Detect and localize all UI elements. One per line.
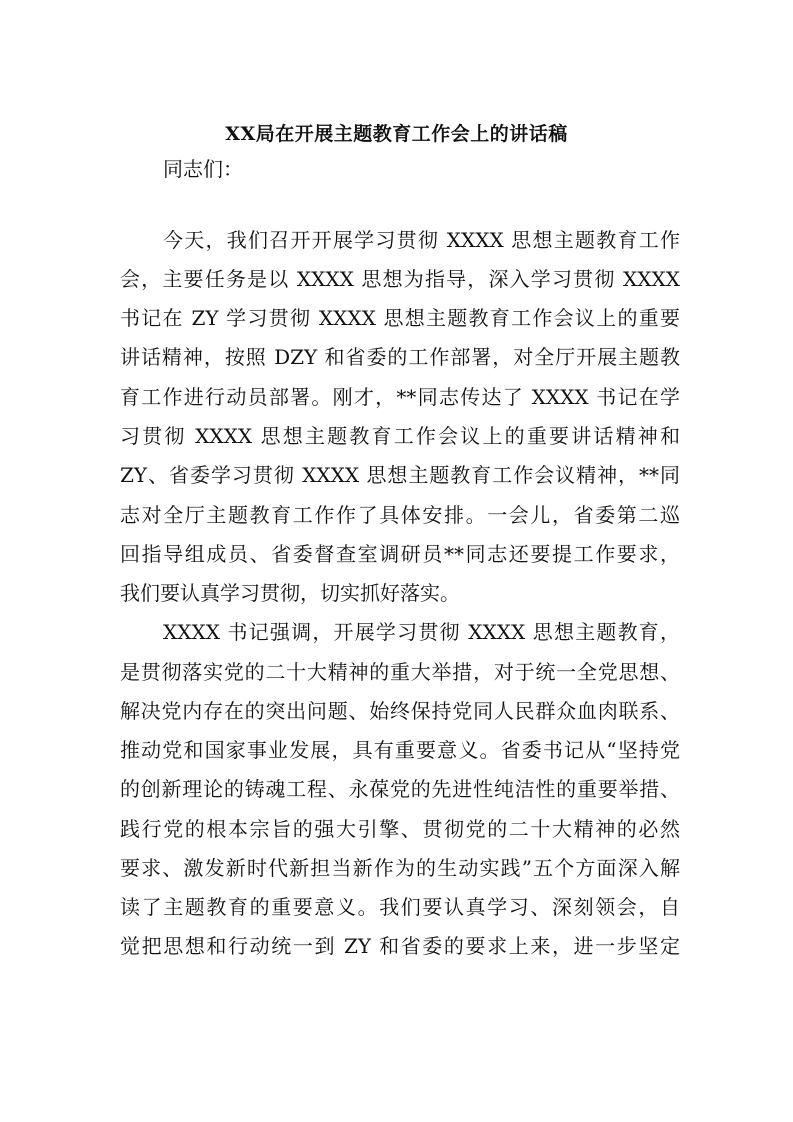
paragraph-1-line-7: ZY、省委学习贯彻 XXXX 思想主题教育工作会议精神，**同	[120, 463, 680, 487]
paragraph-1-line-1: 今天，我们召开开展学习贯彻 XXXX 思想主题教育工作	[163, 228, 680, 252]
paragraph-2-line-5: 的创新理论的铸魂工程、永葆党的先进性纯洁性的重要举措、	[120, 777, 680, 801]
paragraph-2-line-4: 推动党和国家事业发展，具有重要意义。省委书记从“坚持党	[120, 738, 680, 762]
salutation-line: 同志们：	[163, 157, 243, 181]
paragraph-1-line-6: 习贯彻 XXXX 思想主题教育工作会议上的重要讲话精神和	[120, 424, 680, 448]
paragraph-1-line-5: 育工作进行动员部署。刚才，**同志传达了 XXXX 书记在学	[120, 385, 680, 409]
paragraph-1-line-9: 回指导组成员、省委督查室调研员**同志还要提工作要求，	[120, 542, 680, 566]
paragraph-1-line-8: 志对全厅主题教育工作作了具体安排。一会儿，省委第二巡	[120, 503, 680, 527]
paragraph-1-line-3: 书记在 ZY 学习贯彻 XXXX 思想主题教育工作会议上的重要	[120, 306, 680, 330]
paragraph-1-line-2: 会，主要任务是以 XXXX 思想为指导，深入学习贯彻 XXXX	[120, 267, 680, 291]
paragraph-2-line-6: 践行党的根本宗旨的强大引擎、贯彻党的二十大精神的必然	[120, 817, 680, 841]
document-title: XX局在开展主题教育工作会上的讲话稿	[225, 123, 568, 145]
paragraph-1-line-10: 我们要认真学习贯彻，切实抓好落实。	[120, 581, 460, 605]
paragraph-2-line-7: 要求、激发新时代新担当新作为的生动实践”五个方面深入解	[120, 856, 680, 880]
paragraph-2-line-1: XXXX 书记强调，开展学习贯彻 XXXX 思想主题教育，	[163, 620, 680, 644]
paragraph-2-line-8: 读了主题教育的重要意义。我们要认真学习、深刻领会，自	[120, 895, 680, 919]
paragraph-2-line-9: 觉把思想和行动统一到 ZY 和省委的要求上来，进一步坚定	[120, 934, 680, 958]
paragraph-2-line-3: 解决党内存在的突出问题、始终保持党同人民群众血肉联系、	[120, 699, 680, 723]
paragraph-2-line-2: 是贯彻落实党的二十大精神的重大举措，对于统一全党思想、	[120, 660, 680, 684]
paragraph-1-line-4: 讲话精神，按照 DZY 和省委的工作部署，对全厅开展主题教	[120, 345, 680, 369]
